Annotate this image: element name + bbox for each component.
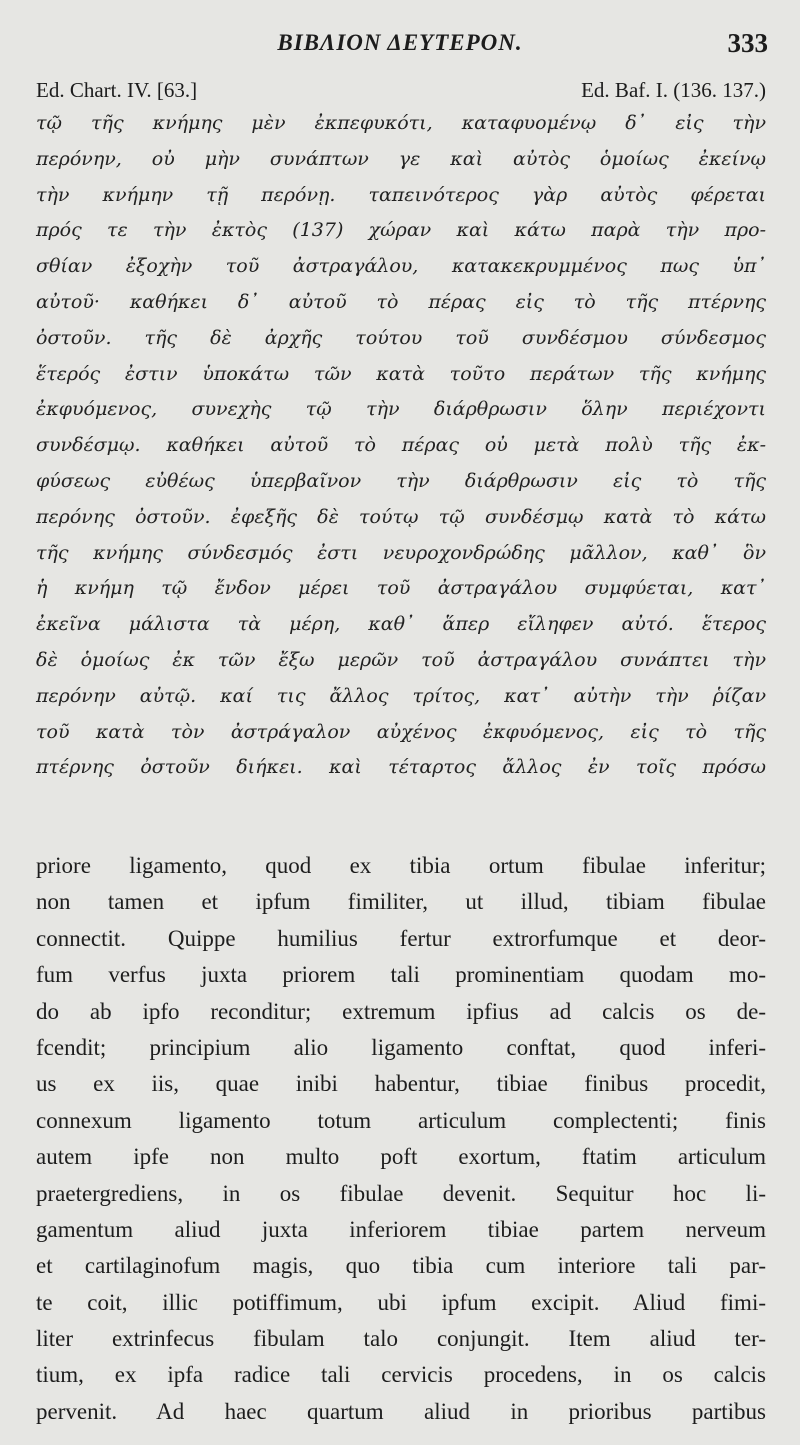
latin-text-line: liter extrinfecus fibulam talo conjungit. Item aliud ter-	[36, 1326, 766, 1352]
latin-text-line: tium, ex ipfa radice tali cervicis procedens, in os calcis	[36, 1362, 766, 1388]
greek-text-line: πρός τε τὴν ἐκτὸς (137) χώραν καὶ κάτω παρὰ τὴν προ-	[36, 219, 766, 242]
latin-text-line: fum verfus juxta priorem tali prominentiam quodam mo-	[36, 962, 766, 988]
greek-text-line: ἐκφυόμενος, συνεχὴς τῷ τὴν διάρθρωσιν ὅλην περιέχοντι	[36, 398, 766, 421]
greek-text-line: τῆς κνήμης σύνδεσμός ἐστι νευροχονδρώδης μᾶλλον, καθ᾽ ὃν	[36, 541, 766, 564]
greek-text-line: περόνης ὀστοῦν. ἐφεξῆς δὲ τούτῳ τῷ συνδέσμῳ κατὰ τὸ κάτω	[36, 505, 766, 528]
greek-text-line: ὀστοῦν. τῆς δὲ ἀρχῆς τούτου τοῦ συνδέσμου σύνδεσμος	[36, 326, 766, 349]
latin-text-line: gamentum aliud juxta inferiorem tibiae partem nerveum	[36, 1216, 766, 1242]
greek-text-line: τοῦ κατὰ τὸν ἀστράγαλον αὐχένος ἐκφυόμενος, εἰς τὸ τῆς	[36, 720, 766, 743]
latin-text-line: autem ipfe non multo poft exortum, ftatim articulum	[36, 1144, 766, 1170]
greek-text-block	[36, 106, 766, 786]
edition-reference-chartier: Ed. Chart. IV. [63.]	[36, 78, 198, 102]
edition-reference-basel: Ed. Baf. I. (136. 137.)	[581, 78, 766, 102]
running-title: BIBΛΙΟΝ ΔΕΥΤΕΡΟΝ.	[277, 30, 523, 55]
greek-text-line: σθίαν ἐξοχὴν τοῦ ἀστραγάλου, κατακεκρυμμένος πως ὑπ᾽	[36, 255, 766, 278]
running-head	[0, 24, 800, 64]
greek-text-line: περόνην, οὐ μὴν συνάπτων γε καὶ αὐτὸς ὁμοίως ἐκείνῳ	[36, 147, 766, 170]
latin-text-line: te coit, illic potiffimum, ubi ipfum excipit. Aliud fimi-	[36, 1289, 766, 1315]
page-number: 333	[727, 28, 768, 58]
greek-text-line: περόνην αὐτῷ. καί τις ἄλλος τρίτος, κατ᾽ αὐτὴν τὴν ῥίζαν	[36, 684, 766, 707]
latin-text-line: do ab ipfo reconditur; extremum ipfius ad calcis os de-	[36, 998, 766, 1024]
greek-text-line: δὲ ὁμοίως ἐκ τῶν ἔξω μερῶν τοῦ ἀστραγάλου συνάπτει τὴν	[36, 648, 766, 671]
latin-text-line: us ex iis, quae inibi habentur, tibiae finibus procedit,	[36, 1071, 766, 1097]
greek-text-line: τῷ τῆς κνήμης μὲν ἐκπεφυκότι, καταφυομένῳ δ᾽ εἰς τὴν	[36, 112, 766, 134]
edition-reference-line	[36, 78, 766, 108]
greek-text-line: πτέρνης ὀστοῦν διήκει. καὶ τέταρτος ἄλλος ἐν τοῖς πρόσω	[36, 756, 766, 779]
latin-text-block	[36, 848, 766, 1430]
latin-text-line: fcendit; principium alio ligamento conftat, quod inferi-	[36, 1034, 766, 1060]
greek-text-line: φύσεως εὐθέως ὑπερβαῖνον τὴν διάρθρωσιν εἰς τὸ τῆς	[36, 469, 766, 492]
latin-text-line: connectit. Quippe humilius fertur extrorfumque et deor-	[36, 925, 766, 951]
latin-text-line: pervenit. Ad haec quartum aliud in prioribus partibus	[36, 1398, 766, 1424]
latin-text-line: et cartilaginofum magis, quo tibia cum interiore tali par-	[36, 1253, 766, 1279]
greek-text-line: ἕτερός ἐστιν ὑποκάτω τῶν κατὰ τοῦτο περάτων τῆς κνήμης	[36, 362, 766, 385]
latin-text-line: connexum ligamento totum articulum complectenti; finis	[36, 1107, 766, 1133]
latin-text-line: praetergrediens, in os fibulae devenit. Sequitur hoc li-	[36, 1180, 766, 1206]
latin-text-line: priore ligamento, quod ex tibia ortum fibulae inferitur;	[36, 853, 766, 878]
greek-text-line: συνδέσμῳ. καθήκει αὐτοῦ τὸ πέρας οὐ μετὰ πολὺ τῆς ἐκ-	[36, 434, 766, 457]
greek-text-line: αὐτοῦ· καθήκει δ᾽ αὐτοῦ τὸ πέρας εἰς τὸ τῆς πτέρνης	[36, 290, 766, 313]
greek-text-line: ἡ κνήμη τῷ ἔνδον μέρει τοῦ ἀστραγάλου συμφύεται, κατ᾽	[36, 577, 766, 600]
greek-text-line: ἐκεῖνα μάλιστα τὰ μέρη, καθ᾽ ἅπερ εἴληφεν αὐτό. ἕτερος	[36, 613, 766, 636]
greek-text-line: τὴν κνήμην τῇ περόνῃ. ταπεινότερος γὰρ αὐτὸς φέρεται	[36, 183, 766, 206]
latin-text-line: non tamen et ipfum fimiliter, ut illud, tibiam fibulae	[36, 889, 766, 915]
